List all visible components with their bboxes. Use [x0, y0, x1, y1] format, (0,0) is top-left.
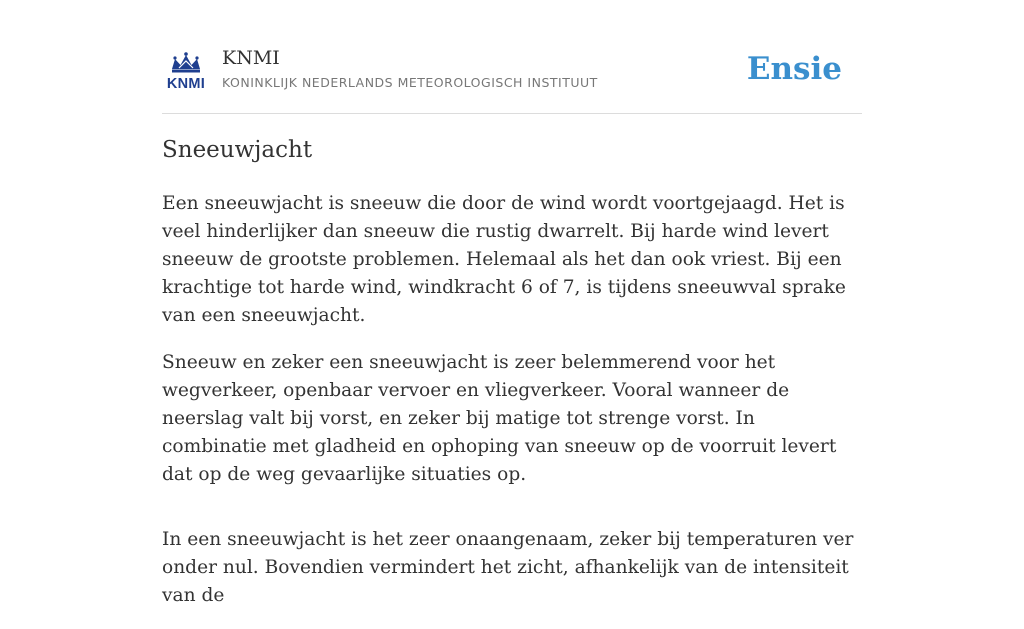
- header: [162, 40, 862, 114]
- article-body: [162, 190, 862, 629]
- brand-logo[interactable]: Ensie: [746, 51, 842, 87]
- article-title: Sneeuwjacht: [162, 137, 313, 163]
- paragraph-3: In een sneeuwjacht is het zeer onaangenaam, zeker bij temperaturen ver onder nul. Bovendien vermindert het zicht, afhankelijk van de intensiteit van de: [162, 529, 854, 606]
- crown-icon: [172, 52, 200, 72]
- logo-text: KNMI: [166, 76, 206, 92]
- org-name: KNMI: [222, 47, 280, 69]
- paragraph-1: Een sneeuwjacht is sneeuw die door de wind wordt voortgejaagd. Het is veel hinderlijker dan sneeuw die rustig dwarrelt. Bij harde wind levert sneeuw de grootste problemen. Helemaal als het dan ook vriest. Bij een krachtige tot harde wind, windkracht 6 of 7, is tijdens sneeuwval sprake van een sneeuwjacht.: [162, 193, 846, 326]
- paragraph-2: Sneeuw en zeker een sneeuwjacht is zeer belemmerend voor het wegverkeer, openbaar vervoer en vliegverkeer. Vooral wanneer de neerslag valt bij vorst, en zeker bij matige tot strenge vorst. In combinatie met gladheid en ophoping van sneeuw op de voorruit levert dat op de weg gevaarlijke situaties op.: [162, 352, 837, 485]
- org-subtitle: KONINKLIJK NEDERLANDS METEOROLOGISCH INSTITUUT: [222, 75, 598, 90]
- knmi-logo[interactable]: [162, 50, 210, 90]
